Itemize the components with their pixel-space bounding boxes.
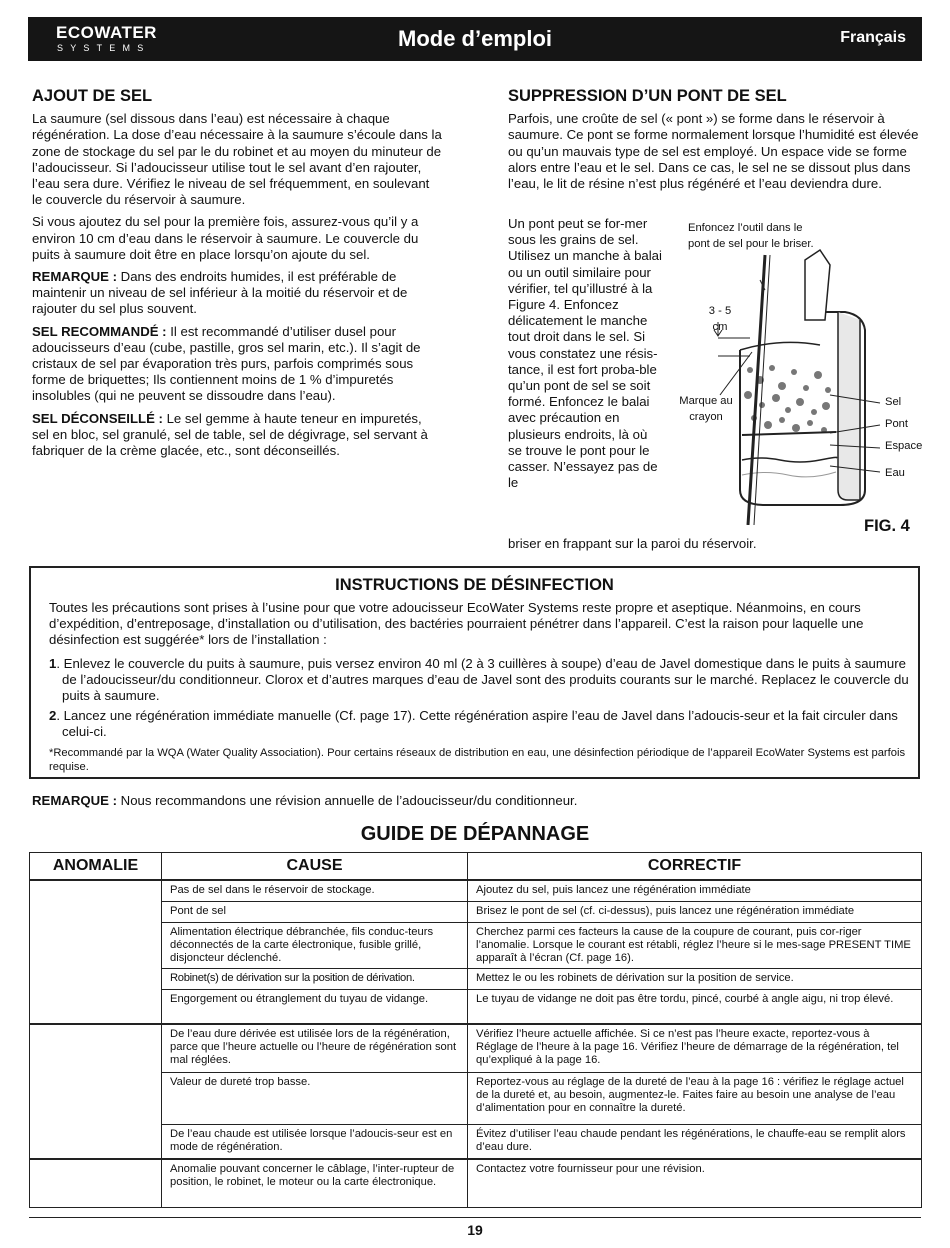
- figure-label-space: Espace: [885, 440, 923, 452]
- cause-cell: De l’eau dure dérivée est utilisée lors de la régénération, parce que l’heure actuelle ou l’heure de régénération sont mal réglées.: [162, 1024, 468, 1073]
- cause-cell: Robinet(s) de dérivation sur la position de dérivation.: [162, 969, 468, 990]
- cause-cell: Alimentation électrique débranchée, fils conduc-teurs déconnectés de la carte électronique, fusible grillé, disjoncteur déclenché.: [162, 923, 468, 969]
- table-row: [30, 1159, 922, 1208]
- table-row: [30, 1125, 922, 1160]
- table-row: [30, 923, 922, 969]
- figure-label-tool: Enfoncez l’outil dans le pont de sel pour le briser.: [688, 222, 814, 250]
- table-row: [30, 902, 922, 923]
- disinfection-footnote: *Recommandé par la WQA (Water Quality Association). Pour certains réseaux de distribution en eau, une désinfection périodique de l’appareil EcoWater Systems est parfois requise.: [49, 747, 906, 773]
- page-number: 19: [467, 1222, 483, 1238]
- recommended-salt-paragraph: [32, 324, 442, 405]
- disinfection-step: [49, 708, 911, 740]
- note-label: REMARQUE :: [32, 269, 117, 285]
- disinfection-title: INSTRUCTIONS DE DÉSINFECTION: [335, 576, 614, 594]
- table-row: [30, 969, 922, 990]
- cause-cell: Valeur de dureté trop basse.: [162, 1073, 468, 1125]
- paragraph: Parfois, une croûte de sel (« pont ») se forme dans le réservoir à saumure. Ce pont se forme normalement lorsque l’humidité est élevée ou qu’un mauvais type de sel est employé. Un espace vide se forme alors entre l’eau et le sel. Dans ce cas, le sel ne se dissout plus dans l’eau, le lit de résine n’est plus régénéré et l’eau deviendra dure.: [508, 111, 919, 192]
- step-number: 1: [49, 656, 57, 671]
- cause-cell: Engorgement ou étranglement du tuyau de vidange.: [162, 990, 468, 1025]
- paragraph: Si vous ajoutez du sel pour la première fois, assurez-vous qu’il y a environ 10 cm d’eau dans le réservoir à saumure. Le couvercle du puits à saumure doit être en place lorsqu’on ajoute du sel.: [32, 214, 419, 262]
- section-title: AJOUT DE SEL: [32, 87, 153, 105]
- disinfection-intro: Toutes les précautions sont prises à l’usine pour que votre adoucisseur EcoWater Systems reste propre et aseptique. Néanmoins, en cours d’expédition, d’entreposage, d’installation ou d’utilisation, des bactéries pourraient pénétrer dans l’appareil. C’est la raison pour laquelle une désinfection est suggérée* lors de l’installation :: [49, 600, 864, 648]
- brand-logo-main: ECOWATER: [56, 23, 157, 42]
- not-recommended-text: Le sel gemme à haute teneur en impuretés, sel en bloc, sel granulé, sel de table, sel de dégivrage, sel servant à fabriquer de la crème glacée, etc., sont déconseillés.: [32, 410, 428, 459]
- disinfection-box: [29, 566, 920, 779]
- header-anomalie: ANOMALIE: [30, 853, 162, 881]
- section-pont-de-sel: [508, 88, 920, 198]
- page-title: Mode d’emploi: [398, 26, 552, 51]
- disinfection-step: [49, 656, 911, 705]
- recommended-text: Il est recommandé d’utiliser dusel pour adoucisseurs d’eau (cube, pastille, gros sel marin, etc.). Il s’agit de cristaux de sel par évaporation très purs, parfois comprimés sous forme de briquettes; Ils contiennent moins de 1 % d’impuretés insolubles (qui ne peuvent se dissoudre dans l’eau).: [32, 323, 421, 404]
- disinfection-steps: [49, 656, 911, 743]
- fix-cell: Vérifiez l’heure actuelle affichée. Si ce n’est pas l’heure exacte, reportez-vous à Réglage de l’heure à la page 16. Vérifiez l’heure de démarrage de la régénération, tel qu’expliqué à la page 16.: [468, 1024, 922, 1073]
- not-recommended-label: SEL DÉCONSEILLÉ :: [32, 410, 163, 426]
- figure-label-bridge: Pont: [885, 418, 909, 430]
- footer-rule: [29, 1217, 921, 1218]
- maintenance-note: [32, 793, 577, 808]
- troubleshooting-title: GUIDE DE DÉPANNAGE: [360, 823, 590, 845]
- header-cause: CAUSE: [162, 853, 468, 881]
- fix-cell: Le tuyau de vidange ne doit pas être tordu, pincé, courbé à angle aigu, ni trop élevé.: [468, 990, 922, 1025]
- table-header-row: [30, 853, 922, 881]
- note-label: REMARQUE :: [32, 793, 117, 808]
- table-row: [30, 990, 922, 1025]
- header-correctif: CORRECTIF: [468, 853, 922, 881]
- anomaly-cell: [30, 1159, 162, 1208]
- figure-label-pencil-mark: Marque au crayon: [679, 395, 733, 423]
- brand-logo-sub: SYSTEMS: [57, 43, 151, 53]
- fix-cell: Contactez votre fournisseur pour une révision.: [468, 1159, 922, 1208]
- cause-cell: Pont de sel: [162, 902, 468, 923]
- fix-cell: Mettez le ou les robinets de dérivation sur la position de service.: [468, 969, 922, 990]
- table-row: [30, 1024, 922, 1073]
- note-text: Nous recommandons une révision annuelle de l’adoucisseur/du conditionneur.: [117, 793, 578, 808]
- note-text: Dans des endroits humides, il est préférable de maintenir un niveau de sel inférieur à la moitié du réservoir et de rajouter du sel plus souvent.: [32, 269, 408, 317]
- troubleshooting-table: [29, 852, 922, 1208]
- table-row: [30, 1073, 922, 1125]
- figure-label-gap: 3 - 5 cm: [708, 305, 732, 333]
- section-ajout-de-sel: [32, 88, 442, 465]
- paragraph-wrap-text: Un pont peut se for-mer sous les grains de sel. Utilisez un manche à balai ou un outil similaire pour vérifier, tel qu’illustré à la Figure 4. Enfoncez délicatement le manche tout droit dans le sel. Si vous constatez une résis-tance, il est fort proba-ble qu’un pont de sel se soit formé. Enfoncez le balai avec précaution en plusieurs endroits, là où se trouve le pont pour le casser. N’essayez pas de le: [508, 216, 662, 491]
- step-number: 2: [49, 707, 57, 723]
- paragraph: La saumure (sel dissous dans l’eau) est nécessaire à chaque régénération. La dose d’eau nécessaire à la saumure s’écoule dans la zone de stockage du sel par le du robinet et au moyen du minuteur de l’adoucisseur. Si l’adoucisseur utilise tout le sel avant d’en rajouter, l’eau sera dure. Vérifiez le niveau de sel fréquemment, en soulevant le couvercle du réservoir à saumure.: [32, 111, 442, 208]
- cause-cell: Pas de sel dans le réservoir de stockage.: [162, 880, 468, 902]
- cause-cell: Anomalie pouvant concerner le câblage, l’inter-rupteur de position, le robinet, le moteur ou la carte électronique.: [162, 1159, 468, 1208]
- language-label: Français: [840, 29, 906, 46]
- step-text: . Lancez une régénération immédiate manuelle (Cf. page 17). Cette régénération aspire l’eau de Javel dans l’adoucis-seur et la fait circuler dans celui-ci.: [56, 707, 898, 739]
- note-paragraph: [32, 269, 442, 318]
- table-row: [30, 880, 922, 902]
- section-title: SUPPRESSION D’UN PONT DE SEL: [508, 87, 787, 105]
- cause-cell: De l’eau chaude est utilisée lorsque l’adoucis-seur est en mode de régénération.: [162, 1125, 468, 1160]
- fix-cell: Reportez-vous au réglage de la dureté de l’eau à la page 16 : vérifiez le réglage actuel de la dureté et, au besoin, augmentez-le. Faites faire au besoin une analyse de l’eau d’alimentation pour en connaître la dureté.: [468, 1073, 922, 1125]
- recommended-label: SEL RECOMMANDÉ :: [32, 323, 167, 339]
- fix-cell: Évitez d’utiliser l’eau chaude pendant les régénérations, le chauffe-eau se remplit alors d’eau dure.: [468, 1125, 922, 1160]
- figure-label-salt: Sel: [885, 396, 902, 408]
- figure-label-water: Eau: [885, 467, 905, 479]
- anomaly-cell: [30, 1024, 162, 1159]
- header-bar: [28, 17, 922, 61]
- fix-cell: Brisez le pont de sel (cf. ci-dessus), puis lancez une régénération immédiate: [468, 902, 922, 923]
- paragraph-tail: briser en frappant sur la paroi du réservoir.: [508, 536, 757, 551]
- step-text: . Enlevez le couvercle du puits à saumure, puis versez environ 40 ml (2 à 3 cuillères à soupe) d’eau de Javel domestique dans le puits à saumure de l’adoucisseur/du conditionneur. Clorox et d’autres marques d’eau de Javel sont des produits courants sur le marché. Replacez le couvercle du puits à saumure.: [56, 656, 909, 704]
- not-recommended-paragraph: [32, 411, 442, 460]
- fix-cell: Cherchez parmi ces facteurs la cause de la coupure de courant, puis cor-riger l’anomalie. Lorsque le courant est rétabli, réglez l’heure si le mes-sage PRESENT TIME apparaît à l’écran (Cf. page 16).: [468, 923, 922, 969]
- anomaly-cell: [30, 880, 162, 1024]
- figure-caption: FIG. 4: [864, 517, 910, 535]
- fix-cell: Ajoutez du sel, puis lancez une régénération immédiate: [468, 880, 922, 902]
